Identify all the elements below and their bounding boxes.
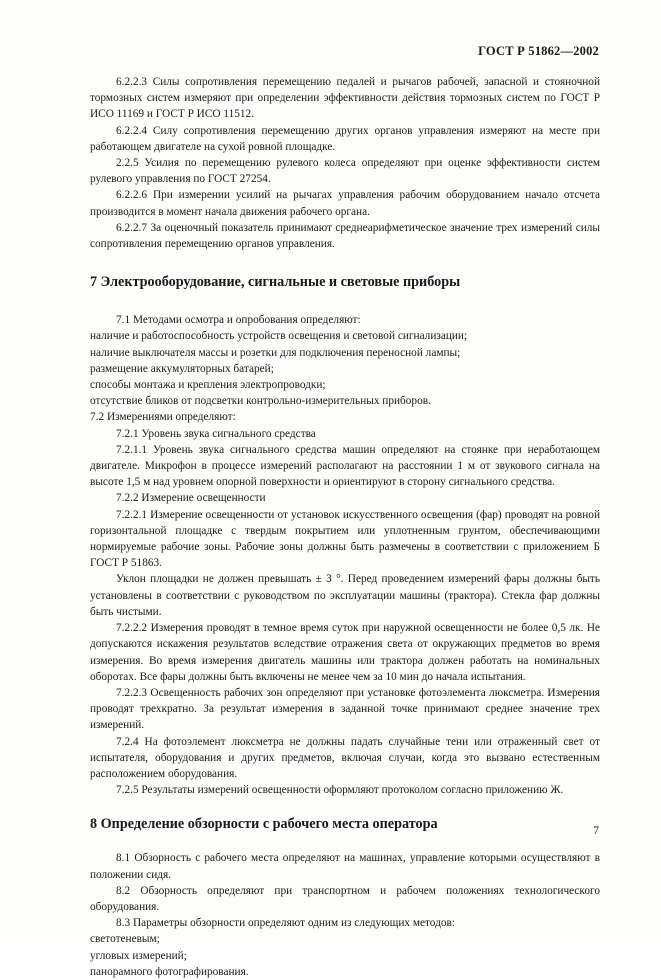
- paragraph-7-2-2-2: 7.2.2.2 Измерения проводят в темное время суток при наружной освещенности не более 0,5 лк. Не допускаются искажения результатов вследствие отражения света от окружающих предметов во время измерения. Во время измерения двигатель машины или трактора должен работать на номинальных оборотах. Все фары должны быть включены не менее чем за 10 мин до начала испытания.: [90, 622, 600, 683]
- list-item: отсутствие бликов от подсветки контрольно-измерительных приборов.: [90, 395, 431, 408]
- paragraph-6-2-2-7: 6.2.2.7 За оценочный показатель принимают среднеарифметическое значение трех измерений силы сопротивления перемещению органов управления.: [90, 221, 600, 251]
- paragraph-7-2-2-3: 7.2.2.3 Освещенность рабочих зон определяют при установке фотоэлемента люксметра. Измерения проводят трехкратно. За результат измерения в заданной точке принимают среднее значение трех измерений.: [90, 686, 600, 732]
- paragraph-8-3: 8.3 Параметры обзорности определяют одним из следующих методов:: [116, 917, 455, 930]
- list-item: размещение аккумуляторных батарей;: [90, 362, 274, 375]
- list-item: светотеневым;: [90, 933, 160, 946]
- paragraph-7-2-2: 7.2.2 Измерение освещенности: [116, 492, 266, 505]
- paragraph-8-1: 8.1 Обзорность с рабочего места определяют на машинах, управление которыми осуществляют в положении сидя.: [90, 852, 600, 881]
- paragraph-7-2-1-1: 7.2.1.1 Уровень звука сигнального средства машин определяют на стоянке при неработающем двигателе. Микрофон в процессе измерений располагают на расстоянии 1 м от звукового сигнала на высоте 1,5 м над уровнем опорной поверхности и ориентируют в сторону сигнального средства.: [90, 443, 600, 489]
- paragraph-7-2-4: 7.2.4 На фотоэлемент люксметра не должны падать случайные тени или отраженный свет от испытателя, оборудования и других предметов, включая случаи, когда это вызвано естественным расположением оборудования.: [90, 735, 600, 780]
- paragraph-slope: Уклон площадки не должен превышать ± 3 °. Перед проведением измерений фары должны быть установлены в соответствии с руководством по эксплуатации машины (трактора). Стекла фар должны быть чистыми.: [90, 573, 600, 618]
- page-number: 7: [593, 825, 599, 837]
- paragraph-7-1: 7.1 Методами осмотра и опробования определяют:: [116, 314, 361, 327]
- list-item: угловых измерений;: [90, 949, 187, 962]
- paragraph-7-2: 7.2 Измерениями определяют:: [90, 411, 236, 424]
- paragraph-7-2-5: 7.2.5 Результаты измерений освещенности оформляют протоколом согласно приложению Ж.: [116, 784, 564, 797]
- list-item: панорамного фотографирования.: [90, 965, 249, 978]
- list-item: наличие выключателя массы и розетки для подключения переносной лампы;: [90, 346, 461, 359]
- paragraph-6-2-2-4: 6.2.2.4 Силу сопротивления перемещению других органов управления измеряют на месте при работающем двигателе на сухой ровной площадке.: [90, 124, 600, 153]
- section-7-heading: 7 Электрооборудование, сигнальные и световые приборы: [90, 274, 461, 291]
- paragraph-6-2-2-3: 6.2.2.3 Силы сопротивления перемещению педалей и рычагов рабочей, запасной и стояночной тормозных систем измеряют при определении эффективности действия тормозных систем по ГОСТ Р ИСО 11169 и ГОСТ Р ИСО 11512.: [90, 76, 600, 121]
- paragraph-7-2-2-1: 7.2.2.1 Измерение освещенности от установок искусственного освещения (фар) проводят на ровной горизонтальной площадке с твердым покрытием или уплотненным грунтом, обеспечивающими нормируемые рабочие зоны. Рабочие зоны должны быть размечены в соответствии с приложением Б ГОСТ Р 51863.: [90, 508, 600, 570]
- paragraph-8-2: 8.2 Обзорность определяют при транспортном и рабочем положениях технологического оборудования.: [90, 884, 600, 913]
- paragraph-2-2-5: 2.2.5 Усилия по перемещению рулевого колеса определяют при оценке эффективности систем рулевого управления по ГОСТ 27254.: [90, 157, 600, 186]
- paragraph-6-2-2-6: 6.2.2.6 При измерении усилий на рычагах управления рабочим оборудованием начало отсчета производится в момент начала движения рабочего органа.: [90, 189, 600, 218]
- list-item: наличие и работоспособность устройств освещения и световой сигнализации;: [90, 330, 468, 343]
- paragraph-7-2-1: 7.2.1 Уровень звука сигнального средства: [116, 427, 316, 440]
- document-code-header: ГОСТ Р 51862—2002: [478, 44, 599, 58]
- section-8-heading: 8 Определение обзорности с рабочего места оператора: [90, 816, 438, 833]
- list-item: способы монтажа и крепления электропроводки;: [90, 379, 326, 392]
- page-content: [90, 74, 600, 980]
